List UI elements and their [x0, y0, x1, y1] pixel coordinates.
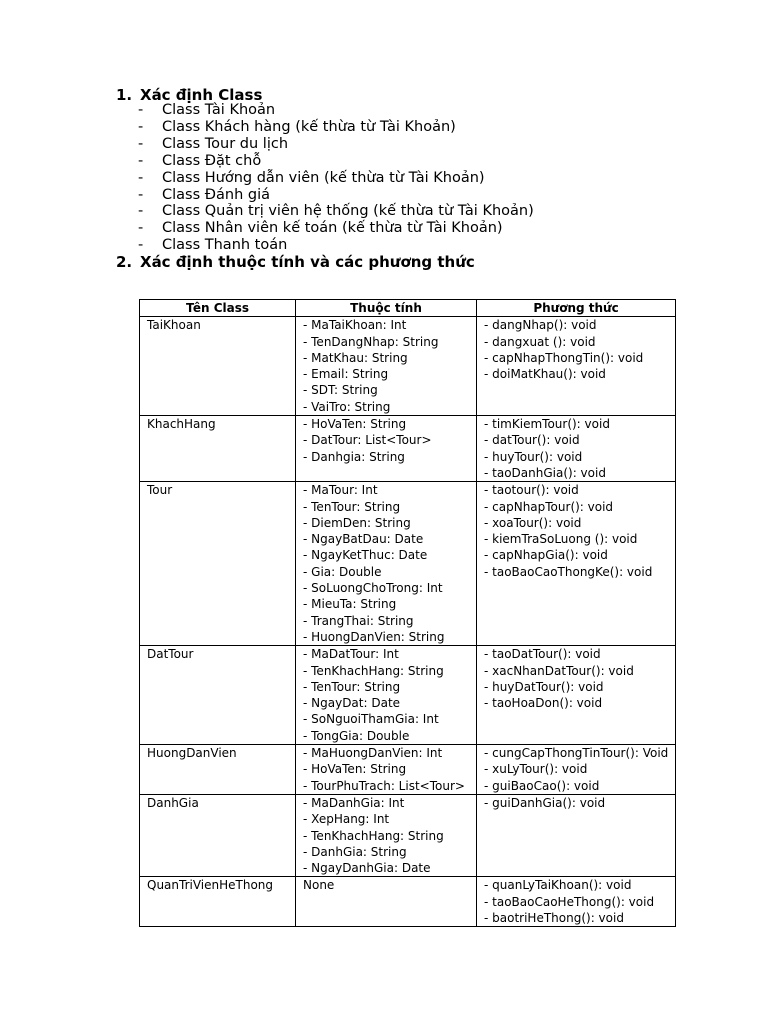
attribute-line: - MaTaiKhoan: Int	[303, 318, 407, 333]
class-name-cell	[140, 482, 296, 646]
attributes-cell	[296, 482, 477, 646]
class-name-cell	[140, 794, 296, 876]
attribute-line: - MaHuongDanVien: Int	[303, 746, 443, 761]
method-line: - capNhapTour(): void	[484, 499, 614, 514]
method-line: - dangNhap(): void	[484, 318, 597, 333]
method-line: - timKiemTour(): void	[484, 417, 610, 432]
list-item	[138, 136, 534, 153]
attribute-line: - SoNguoiThamGia: Int	[303, 712, 439, 727]
bullet-dash: -	[138, 152, 144, 169]
section-title: Xác định Class	[140, 86, 263, 104]
method-line: - taoBaoCaoThongKe(): void	[484, 564, 653, 579]
attribute-line: - HuongDanVien: String	[303, 629, 445, 644]
attribute-line: - VaiTro: String	[303, 399, 391, 414]
bullet-dash: -	[138, 186, 144, 203]
class-name: DatTour	[147, 647, 194, 662]
bullet-dash: -	[138, 237, 144, 254]
attribute-line: - Danhgia: String	[303, 449, 405, 464]
method-line: - huyTour(): void	[484, 449, 583, 464]
attribute-line: - MaTour: Int	[303, 483, 378, 498]
attribute-line: - NgayBatDau: Date	[303, 532, 424, 547]
methods-cell	[477, 745, 676, 795]
list-item	[138, 187, 534, 204]
class-name: KhachHang	[147, 417, 216, 432]
attribute-line: - MaDatTour: Int	[303, 647, 399, 662]
methods-cell	[477, 482, 676, 646]
list-item-text: Class Nhân viên kế toán (kế thừa từ Tài Khoản)	[162, 220, 503, 237]
list-item	[138, 119, 534, 136]
table-row	[140, 482, 676, 646]
list-item-text: Class Tài Khoản	[162, 102, 276, 118]
method-line: - taoHoaDon(): void	[484, 696, 603, 711]
list-item-text: Class Hướng dẫn viên (kế thừa từ Tài Khoản)	[162, 169, 485, 186]
table-header-row	[140, 300, 676, 317]
attribute-line: - Gia: Double	[303, 564, 382, 579]
class-name: DanhGia	[147, 795, 199, 810]
attribute-line: - TenTour: String	[303, 679, 401, 694]
class-name: QuanTriVienHeThong	[147, 878, 274, 893]
list-item-text: Class Tour du lịch	[162, 135, 289, 152]
methods-cell	[477, 646, 676, 745]
attribute-line: - TourPhuTrach: List<Tour>	[303, 778, 465, 793]
class-name-cell	[140, 646, 296, 745]
attribute-line: - SoLuongChoTrong: Int	[303, 581, 443, 596]
list-item-text: Class Khách hàng (kế thừa từ Tài Khoản)	[162, 118, 456, 135]
attributes-cell	[296, 416, 477, 482]
list-item	[138, 170, 534, 187]
attribute-line: - MaDanhGia: Int	[303, 795, 405, 810]
class-name: Tour	[147, 483, 173, 498]
method-line: - xacNhanDatTour(): void	[484, 663, 634, 678]
method-line: - cungCapThongTinTour(): Void	[484, 746, 669, 761]
table-row	[140, 877, 676, 927]
attribute-line: - HoVaTen: String	[303, 417, 407, 432]
methods-cell	[477, 317, 676, 416]
method-line: - taoBaoCaoHeThong(): void	[484, 894, 655, 909]
class-name-cell	[140, 416, 296, 482]
list-item	[138, 220, 534, 237]
section-title: Xác định thuộc tính và các phương thức	[140, 253, 475, 271]
table-row	[140, 745, 676, 795]
list-item	[138, 203, 534, 220]
method-line: - taoDatTour(): void	[484, 647, 601, 662]
attribute-line: - TrangThai: String	[303, 613, 414, 628]
method-line: - huyDatTour(): void	[484, 679, 604, 694]
attribute-line: - NgayDat: Date	[303, 696, 401, 711]
attributes-cell	[296, 794, 477, 876]
method-line: - guiBaoCao(): void	[484, 778, 600, 793]
method-line: - taotour(): void	[484, 483, 579, 498]
attribute-line: - TenDangNhap: String	[303, 334, 439, 349]
section-heading-2	[116, 254, 475, 271]
attribute-line: - DiemDen: String	[303, 515, 411, 530]
attribute-line: - Email: String	[303, 367, 389, 382]
attribute-line: None	[303, 878, 335, 893]
table-row	[140, 646, 676, 745]
class-spec-table	[139, 299, 676, 927]
bullet-dash: -	[138, 102, 144, 118]
attribute-line: - DatTour: List<Tour>	[303, 433, 432, 448]
attributes-cell	[296, 646, 477, 745]
bullet-dash: -	[138, 220, 144, 237]
method-line: - xoaTour(): void	[484, 515, 582, 530]
attribute-line: - TenKhachHang: String	[303, 663, 444, 678]
class-name-cell	[140, 877, 296, 927]
method-line: - baotriHeThong(): void	[484, 910, 624, 925]
attribute-line: - MatKhau: String	[303, 350, 408, 365]
list-item	[138, 237, 534, 254]
attribute-line: - NgayDanhGia: Date	[303, 861, 431, 876]
method-line: - capNhapThongTin(): void	[484, 350, 644, 365]
attributes-cell	[296, 317, 477, 416]
bullet-dash: -	[138, 169, 144, 186]
table-row	[140, 416, 676, 482]
table-row	[140, 794, 676, 876]
bullet-dash: -	[138, 135, 144, 152]
list-item	[138, 153, 534, 170]
method-line: - datTour(): void	[484, 433, 580, 448]
methods-cell	[477, 794, 676, 876]
header-methods: Phương thức	[477, 300, 676, 317]
attribute-line: - MieuTa: String	[303, 597, 397, 612]
table-body	[140, 317, 676, 927]
method-line: - dangxuat (): void	[484, 334, 596, 349]
bullet-dash: -	[138, 203, 144, 220]
method-line: - kiemTraSoLuong (): void	[484, 532, 638, 547]
list-item-text: Class Đánh giá	[162, 186, 270, 203]
attribute-line: - XepHang: Int	[303, 812, 390, 827]
section-number: 2.	[116, 253, 133, 271]
attribute-line: - TenTour: String	[303, 499, 401, 514]
class-list	[138, 102, 534, 254]
class-name: HuongDanVien	[147, 746, 237, 761]
method-line: - doiMatKhau(): void	[484, 367, 606, 382]
attributes-cell	[296, 877, 477, 927]
list-item-text: Class Đặt chỗ	[162, 152, 262, 169]
attribute-line: - NgayKetThuc: Date	[303, 548, 428, 563]
method-line: - xuLyTour(): void	[484, 762, 588, 777]
class-name-cell	[140, 317, 296, 416]
table-row	[140, 317, 676, 416]
list-item	[138, 102, 534, 119]
bullet-dash: -	[138, 118, 144, 135]
section-number: 1.	[116, 86, 133, 104]
attribute-line: - TongGia: Double	[303, 728, 410, 743]
methods-cell	[477, 877, 676, 927]
attributes-cell	[296, 745, 477, 795]
header-attributes: Thuộc tính	[296, 300, 477, 317]
method-line: - taoDanhGia(): void	[484, 465, 606, 480]
header-class-name: Tên Class	[140, 300, 296, 317]
attribute-line: - DanhGia: String	[303, 844, 407, 859]
attribute-line: - HoVaTen: String	[303, 762, 407, 777]
method-line: - guiDanhGia(): void	[484, 795, 606, 810]
class-name-cell	[140, 745, 296, 795]
class-name: TaiKhoan	[147, 318, 201, 333]
methods-cell	[477, 416, 676, 482]
list-item-text: Class Quản trị viên hệ thống (kế thừa từ Tài Khoản)	[162, 203, 534, 220]
method-line: - capNhapGia(): void	[484, 548, 608, 563]
method-line: - quanLyTaiKhoan(): void	[484, 878, 632, 893]
attribute-line: - SDT: String	[303, 383, 378, 398]
list-item-text: Class Thanh toán	[162, 237, 288, 254]
attribute-line: - TenKhachHang: String	[303, 828, 444, 843]
